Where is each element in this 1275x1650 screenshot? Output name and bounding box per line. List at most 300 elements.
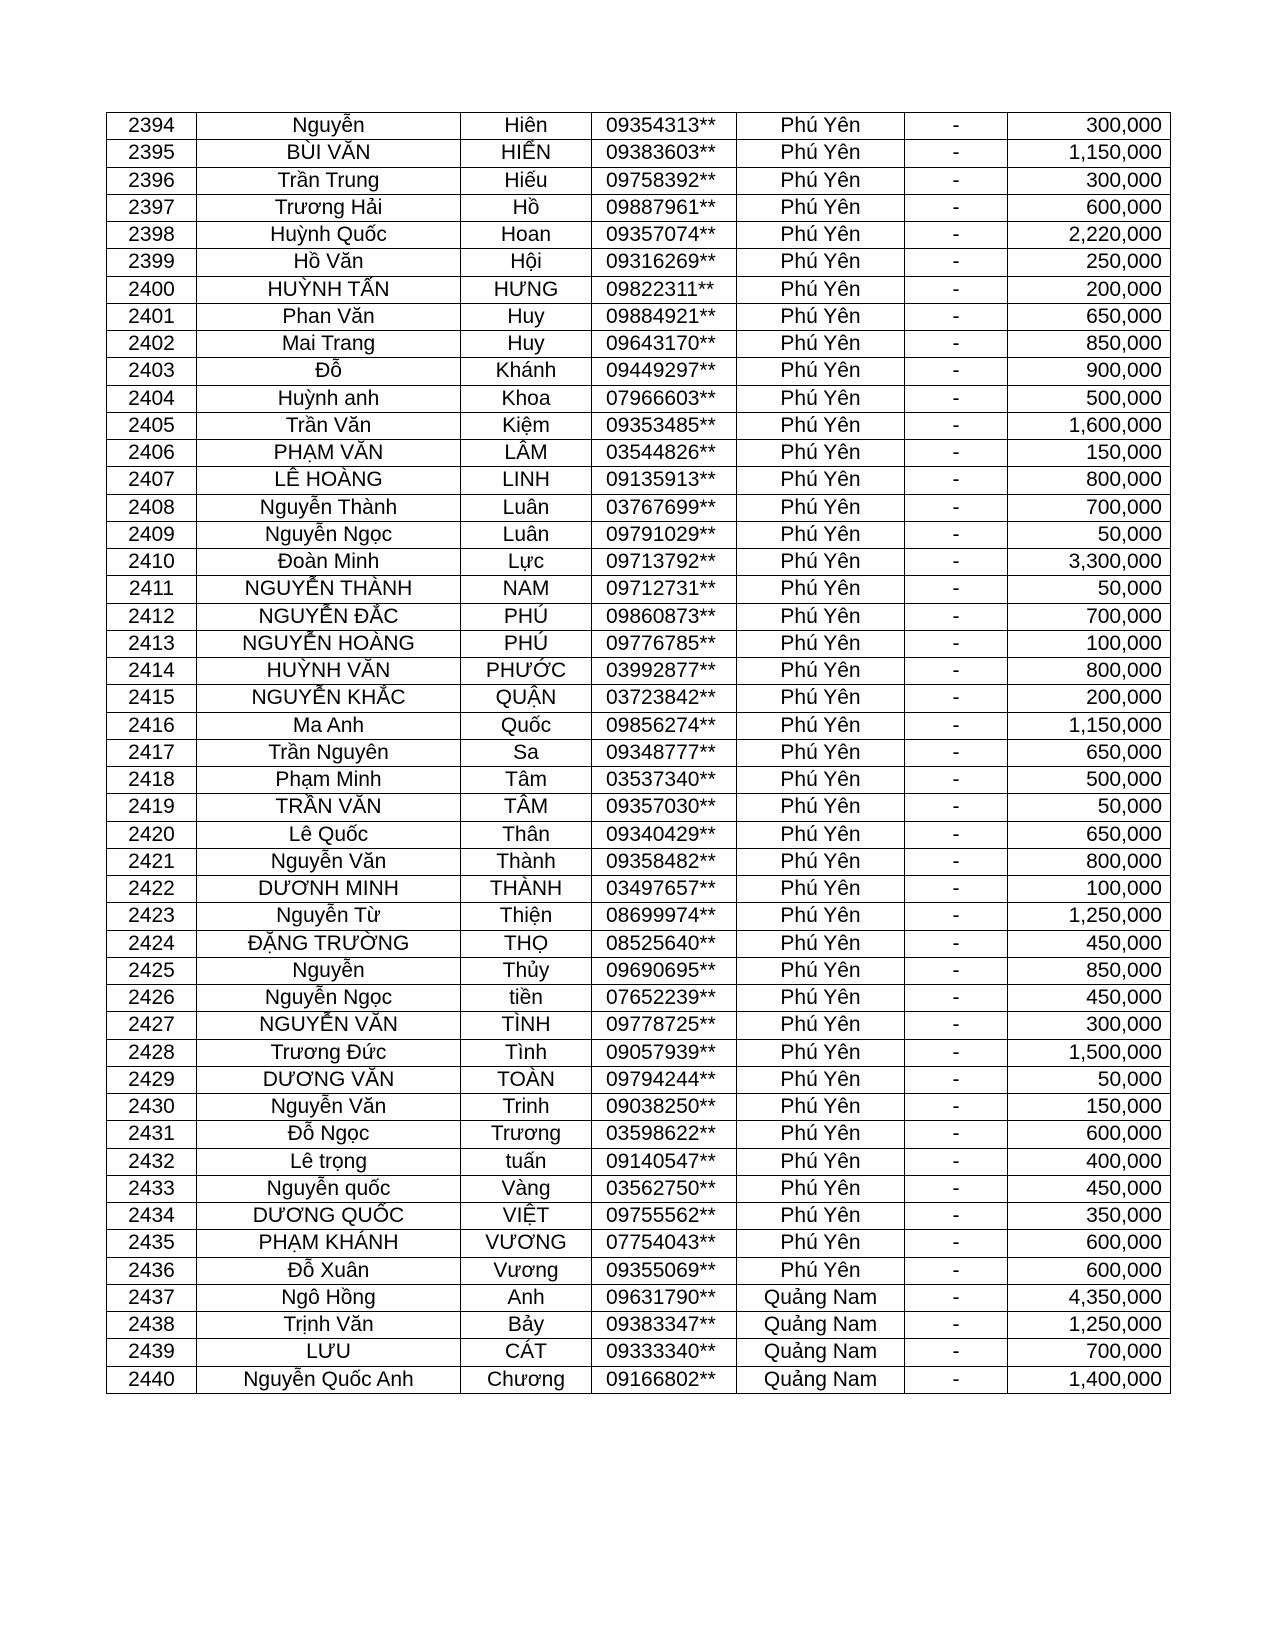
row-number-cell: 2411	[107, 576, 197, 603]
province-cell: Phú Yên	[737, 1066, 905, 1093]
province-cell: Phú Yên	[737, 1175, 905, 1202]
row-number-cell: 2399	[107, 249, 197, 276]
amount-cell: 1,400,000	[1008, 1366, 1171, 1393]
amount-cell: 650,000	[1008, 739, 1171, 766]
table-row	[107, 1148, 1171, 1175]
amount-cell: 900,000	[1008, 358, 1171, 385]
last-name-cell: NGUYỄN THÀNH	[197, 576, 461, 603]
phone-cell: 03992877**	[592, 658, 737, 685]
donation-table	[106, 112, 1171, 1394]
amount-cell: 1,600,000	[1008, 412, 1171, 439]
note-cell: -	[905, 331, 1008, 358]
note-cell: -	[905, 658, 1008, 685]
table-row	[107, 549, 1171, 576]
row-number-cell: 2397	[107, 194, 197, 221]
note-cell: -	[905, 1039, 1008, 1066]
note-cell: -	[905, 385, 1008, 412]
phone-cell: 09358482**	[592, 848, 737, 875]
province-cell: Phú Yên	[737, 303, 905, 330]
first-name-cell: VƯƠNG	[461, 1230, 592, 1257]
first-name-cell: PHÚ	[461, 630, 592, 657]
last-name-cell: Ma Anh	[197, 712, 461, 739]
last-name-cell: ĐẶNG TRƯỜNG	[197, 930, 461, 957]
amount-cell: 150,000	[1008, 440, 1171, 467]
note-cell: -	[905, 494, 1008, 521]
row-number-cell: 2429	[107, 1066, 197, 1093]
first-name-cell: Quốc	[461, 712, 592, 739]
note-cell: -	[905, 767, 1008, 794]
province-cell: Phú Yên	[737, 467, 905, 494]
row-number-cell: 2409	[107, 521, 197, 548]
province-cell: Phú Yên	[737, 1012, 905, 1039]
note-cell: -	[905, 794, 1008, 821]
table-row	[107, 1230, 1171, 1257]
note-cell: -	[905, 467, 1008, 494]
phone-cell: 09354313**	[592, 113, 737, 140]
first-name-cell: Tâm	[461, 767, 592, 794]
table-row	[107, 249, 1171, 276]
last-name-cell: Trần Văn	[197, 412, 461, 439]
phone-cell: 09712731**	[592, 576, 737, 603]
phone-cell: 09357074**	[592, 222, 737, 249]
table-row	[107, 222, 1171, 249]
amount-cell: 200,000	[1008, 276, 1171, 303]
table-row	[107, 113, 1171, 140]
first-name-cell: Thiện	[461, 903, 592, 930]
amount-cell: 600,000	[1008, 1257, 1171, 1284]
table-row	[107, 303, 1171, 330]
last-name-cell: DƯƠNG VĂN	[197, 1066, 461, 1093]
province-cell: Phú Yên	[737, 1257, 905, 1284]
amount-cell: 450,000	[1008, 930, 1171, 957]
province-cell: Phú Yên	[737, 739, 905, 766]
table-row	[107, 331, 1171, 358]
phone-cell: 09860873**	[592, 603, 737, 630]
amount-cell: 100,000	[1008, 876, 1171, 903]
table-row	[107, 821, 1171, 848]
first-name-cell: Thành	[461, 848, 592, 875]
province-cell: Phú Yên	[737, 712, 905, 739]
amount-cell: 350,000	[1008, 1203, 1171, 1230]
last-name-cell: Nguyễn	[197, 957, 461, 984]
last-name-cell: Mai Trang	[197, 331, 461, 358]
province-cell: Phú Yên	[737, 412, 905, 439]
table-row	[107, 767, 1171, 794]
last-name-cell: NGUYỄN VĂN	[197, 1012, 461, 1039]
row-number-cell: 2424	[107, 930, 197, 957]
note-cell: -	[905, 1284, 1008, 1311]
last-name-cell: Huỳnh Quốc	[197, 222, 461, 249]
phone-cell: 07754043**	[592, 1230, 737, 1257]
table-row	[107, 494, 1171, 521]
table-row	[107, 1039, 1171, 1066]
last-name-cell: Nguyễn	[197, 113, 461, 140]
table-row	[107, 985, 1171, 1012]
note-cell: -	[905, 685, 1008, 712]
last-name-cell: Phạm Minh	[197, 767, 461, 794]
first-name-cell: Chương	[461, 1366, 592, 1393]
amount-cell: 300,000	[1008, 113, 1171, 140]
amount-cell: 100,000	[1008, 630, 1171, 657]
note-cell: -	[905, 1012, 1008, 1039]
amount-cell: 600,000	[1008, 1230, 1171, 1257]
note-cell: -	[905, 848, 1008, 875]
first-name-cell: Huy	[461, 303, 592, 330]
note-cell: -	[905, 1094, 1008, 1121]
first-name-cell: Trinh	[461, 1094, 592, 1121]
province-cell: Phú Yên	[737, 876, 905, 903]
table-row	[107, 467, 1171, 494]
amount-cell: 850,000	[1008, 331, 1171, 358]
last-name-cell: PHẠM KHÁNH	[197, 1230, 461, 1257]
first-name-cell: tuấn	[461, 1148, 592, 1175]
amount-cell: 150,000	[1008, 1094, 1171, 1121]
amount-cell: 800,000	[1008, 467, 1171, 494]
row-number-cell: 2407	[107, 467, 197, 494]
note-cell: -	[905, 930, 1008, 957]
province-cell: Phú Yên	[737, 767, 905, 794]
phone-cell: 09348777**	[592, 739, 737, 766]
phone-cell: 09690695**	[592, 957, 737, 984]
table-row	[107, 358, 1171, 385]
first-name-cell: HIỂN	[461, 140, 592, 167]
table-row	[107, 440, 1171, 467]
province-cell: Phú Yên	[737, 1121, 905, 1148]
row-number-cell: 2410	[107, 549, 197, 576]
note-cell: -	[905, 1066, 1008, 1093]
province-cell: Phú Yên	[737, 494, 905, 521]
table-row	[107, 712, 1171, 739]
phone-cell: 09357030**	[592, 794, 737, 821]
last-name-cell: Nguyễn Ngọc	[197, 521, 461, 548]
last-name-cell: Huỳnh anh	[197, 385, 461, 412]
row-number-cell: 2402	[107, 331, 197, 358]
last-name-cell: HUỲNH TẤN	[197, 276, 461, 303]
last-name-cell: Đỗ Xuân	[197, 1257, 461, 1284]
table-row	[107, 685, 1171, 712]
row-number-cell: 2431	[107, 1121, 197, 1148]
table-row	[107, 1094, 1171, 1121]
table-row	[107, 957, 1171, 984]
table-row	[107, 630, 1171, 657]
phone-cell: 09758392**	[592, 167, 737, 194]
province-cell: Phú Yên	[737, 549, 905, 576]
amount-cell: 700,000	[1008, 603, 1171, 630]
note-cell: -	[905, 167, 1008, 194]
phone-cell: 09383347**	[592, 1312, 737, 1339]
table-row	[107, 1012, 1171, 1039]
table-row	[107, 930, 1171, 957]
province-cell: Phú Yên	[737, 440, 905, 467]
province-cell: Phú Yên	[737, 985, 905, 1012]
first-name-cell: VIỆT	[461, 1203, 592, 1230]
first-name-cell: Tình	[461, 1039, 592, 1066]
province-cell: Quảng Nam	[737, 1312, 905, 1339]
province-cell: Quảng Nam	[737, 1339, 905, 1366]
row-number-cell: 2417	[107, 739, 197, 766]
province-cell: Phú Yên	[737, 1203, 905, 1230]
phone-cell: 09140547**	[592, 1148, 737, 1175]
table-row	[107, 794, 1171, 821]
province-cell: Phú Yên	[737, 331, 905, 358]
note-cell: -	[905, 903, 1008, 930]
table-row	[107, 1284, 1171, 1311]
last-name-cell: Nguyễn Quốc Anh	[197, 1366, 461, 1393]
first-name-cell: PHÚ	[461, 603, 592, 630]
province-cell: Phú Yên	[737, 521, 905, 548]
amount-cell: 1,250,000	[1008, 1312, 1171, 1339]
amount-cell: 800,000	[1008, 848, 1171, 875]
row-number-cell: 2422	[107, 876, 197, 903]
phone-cell: 09057939**	[592, 1039, 737, 1066]
first-name-cell: LÂM	[461, 440, 592, 467]
phone-cell: 03537340**	[592, 767, 737, 794]
last-name-cell: Lê trọng	[197, 1148, 461, 1175]
phone-cell: 03544826**	[592, 440, 737, 467]
note-cell: -	[905, 1148, 1008, 1175]
phone-cell: 07652239**	[592, 985, 737, 1012]
last-name-cell: Đỗ Ngọc	[197, 1121, 461, 1148]
row-number-cell: 2427	[107, 1012, 197, 1039]
first-name-cell: Hội	[461, 249, 592, 276]
row-number-cell: 2414	[107, 658, 197, 685]
note-cell: -	[905, 1175, 1008, 1202]
province-cell: Phú Yên	[737, 903, 905, 930]
province-cell: Quảng Nam	[737, 1284, 905, 1311]
phone-cell: 09794244**	[592, 1066, 737, 1093]
amount-cell: 700,000	[1008, 494, 1171, 521]
row-number-cell: 2394	[107, 113, 197, 140]
province-cell: Phú Yên	[737, 140, 905, 167]
province-cell: Quảng Nam	[737, 1366, 905, 1393]
row-number-cell: 2405	[107, 412, 197, 439]
row-number-cell: 2426	[107, 985, 197, 1012]
row-number-cell: 2436	[107, 1257, 197, 1284]
last-name-cell: LƯU	[197, 1339, 461, 1366]
phone-cell: 03767699**	[592, 494, 737, 521]
first-name-cell: Hiên	[461, 113, 592, 140]
row-number-cell: 2437	[107, 1284, 197, 1311]
amount-cell: 200,000	[1008, 685, 1171, 712]
row-number-cell: 2408	[107, 494, 197, 521]
amount-cell: 50,000	[1008, 521, 1171, 548]
province-cell: Phú Yên	[737, 358, 905, 385]
last-name-cell: Trương Hải	[197, 194, 461, 221]
first-name-cell: Vương	[461, 1257, 592, 1284]
last-name-cell: Phan Văn	[197, 303, 461, 330]
amount-cell: 800,000	[1008, 658, 1171, 685]
first-name-cell: Trương	[461, 1121, 592, 1148]
first-name-cell: THỌ	[461, 930, 592, 957]
last-name-cell: Nguyễn quốc	[197, 1175, 461, 1202]
first-name-cell: TÌNH	[461, 1012, 592, 1039]
first-name-cell: Hiếu	[461, 167, 592, 194]
province-cell: Phú Yên	[737, 658, 905, 685]
last-name-cell: NGUYỄN KHẮC	[197, 685, 461, 712]
amount-cell: 1,150,000	[1008, 140, 1171, 167]
row-number-cell: 2423	[107, 903, 197, 930]
row-number-cell: 2440	[107, 1366, 197, 1393]
note-cell: -	[905, 412, 1008, 439]
note-cell: -	[905, 821, 1008, 848]
province-cell: Phú Yên	[737, 385, 905, 412]
first-name-cell: Khoa	[461, 385, 592, 412]
table-row	[107, 412, 1171, 439]
last-name-cell: Ngô Hồng	[197, 1284, 461, 1311]
first-name-cell: Anh	[461, 1284, 592, 1311]
first-name-cell: CÁT	[461, 1339, 592, 1366]
first-name-cell: Vàng	[461, 1175, 592, 1202]
note-cell: -	[905, 712, 1008, 739]
last-name-cell: Hồ Văn	[197, 249, 461, 276]
table-row	[107, 1257, 1171, 1284]
last-name-cell: LÊ HOÀNG	[197, 467, 461, 494]
province-cell: Phú Yên	[737, 1230, 905, 1257]
last-name-cell: Nguyễn Ngọc	[197, 985, 461, 1012]
province-cell: Phú Yên	[737, 603, 905, 630]
amount-cell: 2,220,000	[1008, 222, 1171, 249]
note-cell: -	[905, 876, 1008, 903]
first-name-cell: Thủy	[461, 957, 592, 984]
phone-cell: 03723842**	[592, 685, 737, 712]
province-cell: Phú Yên	[737, 194, 905, 221]
first-name-cell: Khánh	[461, 358, 592, 385]
first-name-cell: Lực	[461, 549, 592, 576]
note-cell: -	[905, 576, 1008, 603]
phone-cell: 09038250**	[592, 1094, 737, 1121]
first-name-cell: Huy	[461, 331, 592, 358]
amount-cell: 450,000	[1008, 1175, 1171, 1202]
last-name-cell: TRẦN VĂN	[197, 794, 461, 821]
phone-cell: 08699974**	[592, 903, 737, 930]
last-name-cell: Lê Quốc	[197, 821, 461, 848]
province-cell: Phú Yên	[737, 222, 905, 249]
table-row	[107, 876, 1171, 903]
province-cell: Phú Yên	[737, 630, 905, 657]
amount-cell: 850,000	[1008, 957, 1171, 984]
last-name-cell: Đoàn Minh	[197, 549, 461, 576]
amount-cell: 600,000	[1008, 1121, 1171, 1148]
last-name-cell: Trương Đức	[197, 1039, 461, 1066]
note-cell: -	[905, 194, 1008, 221]
table-row	[107, 385, 1171, 412]
row-number-cell: 2421	[107, 848, 197, 875]
amount-cell: 4,350,000	[1008, 1284, 1171, 1311]
amount-cell: 50,000	[1008, 794, 1171, 821]
amount-cell: 3,300,000	[1008, 549, 1171, 576]
note-cell: -	[905, 1230, 1008, 1257]
note-cell: -	[905, 630, 1008, 657]
phone-cell: 09353485**	[592, 412, 737, 439]
last-name-cell: Nguyễn Từ	[197, 903, 461, 930]
table-row	[107, 658, 1171, 685]
row-number-cell: 2438	[107, 1312, 197, 1339]
phone-cell: 09643170**	[592, 331, 737, 358]
first-name-cell: Hồ	[461, 194, 592, 221]
row-number-cell: 2425	[107, 957, 197, 984]
note-cell: -	[905, 603, 1008, 630]
row-number-cell: 2403	[107, 358, 197, 385]
last-name-cell: BÙI VĂN	[197, 140, 461, 167]
province-cell: Phú Yên	[737, 685, 905, 712]
phone-cell: 09755562**	[592, 1203, 737, 1230]
row-number-cell: 2400	[107, 276, 197, 303]
table-row	[107, 903, 1171, 930]
note-cell: -	[905, 303, 1008, 330]
phone-cell: 09355069**	[592, 1257, 737, 1284]
phone-cell: 03598622**	[592, 1121, 737, 1148]
first-name-cell: HƯNG	[461, 276, 592, 303]
first-name-cell: Kiệm	[461, 412, 592, 439]
note-cell: -	[905, 985, 1008, 1012]
table-row	[107, 1203, 1171, 1230]
province-cell: Phú Yên	[737, 1148, 905, 1175]
first-name-cell: Sa	[461, 739, 592, 766]
last-name-cell: Nguyễn Văn	[197, 848, 461, 875]
row-number-cell: 2434	[107, 1203, 197, 1230]
table-row	[107, 521, 1171, 548]
phone-cell: 09778725**	[592, 1012, 737, 1039]
first-name-cell: LINH	[461, 467, 592, 494]
amount-cell: 1,150,000	[1008, 712, 1171, 739]
last-name-cell: DƯƠNH MINH	[197, 876, 461, 903]
note-cell: -	[905, 1339, 1008, 1366]
note-cell: -	[905, 1121, 1008, 1148]
row-number-cell: 2406	[107, 440, 197, 467]
note-cell: -	[905, 113, 1008, 140]
note-cell: -	[905, 1366, 1008, 1393]
province-cell: Phú Yên	[737, 794, 905, 821]
last-name-cell: Nguyễn Văn	[197, 1094, 461, 1121]
table-row	[107, 194, 1171, 221]
first-name-cell: Bảy	[461, 1312, 592, 1339]
province-cell: Phú Yên	[737, 821, 905, 848]
amount-cell: 650,000	[1008, 303, 1171, 330]
last-name-cell: NGUYỄN ĐẮC	[197, 603, 461, 630]
row-number-cell: 2420	[107, 821, 197, 848]
province-cell: Phú Yên	[737, 167, 905, 194]
phone-cell: 09791029**	[592, 521, 737, 548]
phone-cell: 09856274**	[592, 712, 737, 739]
note-cell: -	[905, 440, 1008, 467]
row-number-cell: 2435	[107, 1230, 197, 1257]
last-name-cell: Trần Nguyên	[197, 739, 461, 766]
table-row	[107, 1312, 1171, 1339]
note-cell: -	[905, 222, 1008, 249]
note-cell: -	[905, 739, 1008, 766]
first-name-cell: Thân	[461, 821, 592, 848]
table-row	[107, 739, 1171, 766]
amount-cell: 300,000	[1008, 167, 1171, 194]
last-name-cell: Trần Trung	[197, 167, 461, 194]
row-number-cell: 2439	[107, 1339, 197, 1366]
phone-cell: 09887961**	[592, 194, 737, 221]
note-cell: -	[905, 549, 1008, 576]
first-name-cell: Hoan	[461, 222, 592, 249]
last-name-cell: PHẠM VĂN	[197, 440, 461, 467]
last-name-cell: DƯƠNG QUỐC	[197, 1203, 461, 1230]
last-name-cell: HUỲNH VĂN	[197, 658, 461, 685]
row-number-cell: 2433	[107, 1175, 197, 1202]
row-number-cell: 2396	[107, 167, 197, 194]
phone-cell: 03562750**	[592, 1175, 737, 1202]
row-number-cell: 2404	[107, 385, 197, 412]
row-number-cell: 2416	[107, 712, 197, 739]
table-row	[107, 576, 1171, 603]
first-name-cell: TOÀN	[461, 1066, 592, 1093]
table-row	[107, 1066, 1171, 1093]
table-row	[107, 603, 1171, 630]
